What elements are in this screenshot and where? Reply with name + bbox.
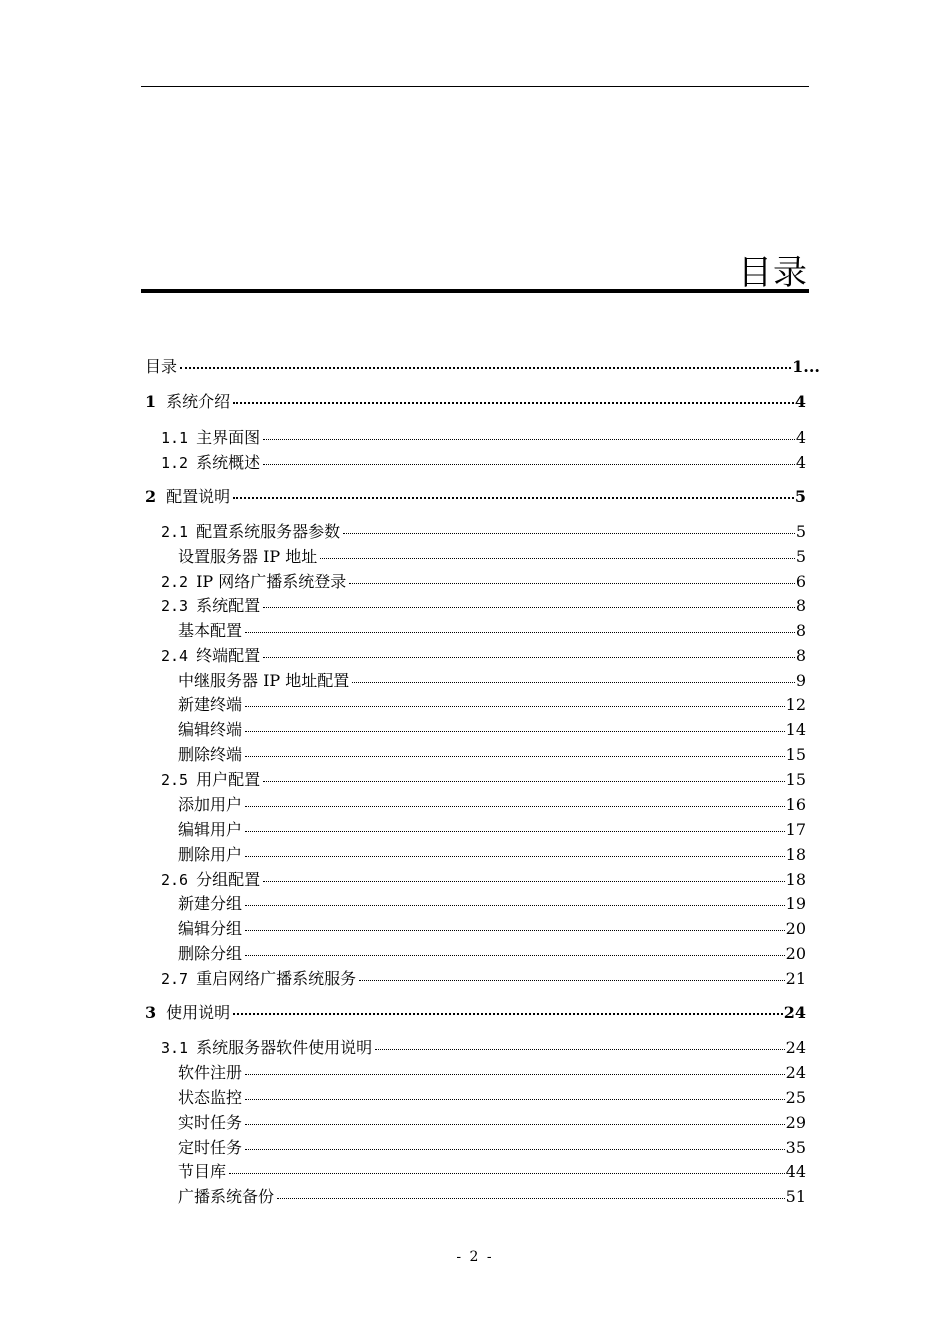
- toc-entry[interactable]: [178, 668, 806, 690]
- toc-entry-page: 8: [795, 621, 806, 640]
- toc-dot-leader: [245, 954, 785, 956]
- toc-entry-page: 24: [785, 1063, 806, 1082]
- toc-entry-label: [178, 717, 244, 740]
- toc-entry[interactable]: [178, 792, 806, 814]
- toc-entry-text: 删除分组: [178, 944, 243, 963]
- toc-dot-leader: [245, 1123, 785, 1125]
- toc-entry[interactable]: [178, 842, 806, 864]
- toc-entry-number: 2.3: [161, 597, 189, 615]
- toc-entry-label: [161, 425, 262, 448]
- toc-entry-text: 添加用户: [178, 795, 243, 814]
- toc-entry[interactable]: [161, 425, 806, 447]
- toc-entry-text: IP 网络广播系统登录: [196, 572, 347, 591]
- page-title: 目录: [738, 252, 808, 293]
- toc-entry-page: 8: [795, 646, 806, 665]
- toc-entry-text: 配置说明: [166, 487, 231, 506]
- toc-dot-leader: [233, 1012, 783, 1015]
- toc-entry-number: 2.1: [161, 523, 189, 541]
- toc-dot-leader: [263, 656, 795, 658]
- toc-entry-label: [178, 1110, 244, 1133]
- toc-entry-number: 1.2: [161, 454, 189, 472]
- toc-entry-label: [178, 692, 244, 715]
- toc-entry-text: 终端配置: [196, 646, 261, 665]
- toc-dot-leader: [233, 496, 794, 499]
- toc-dot-leader: [180, 366, 791, 369]
- toc-entry-label: [161, 569, 348, 592]
- toc-entry-label: [178, 941, 244, 964]
- toc-entry-label: [145, 484, 232, 507]
- toc-dot-leader: [233, 401, 794, 404]
- toc-dot-leader: [263, 880, 785, 882]
- toc-entry-page: 6: [795, 572, 806, 591]
- toc-entry[interactable]: [161, 1035, 806, 1057]
- toc-dot-leader: [245, 631, 795, 633]
- toc-entry-text: 分组配置: [196, 870, 261, 889]
- toc-entry-text: 状态监控: [178, 1088, 243, 1107]
- toc-dot-leader: [352, 681, 795, 683]
- toc-entry[interactable]: [161, 519, 806, 541]
- toc-entry-text: 设置服务器 IP 地址: [178, 547, 318, 566]
- toc-entry[interactable]: [178, 1184, 806, 1206]
- toc-entry-page: 9: [795, 671, 806, 690]
- toc-entry-label: [178, 916, 244, 939]
- toc-entry-label: [145, 1000, 232, 1023]
- toc-entry-text: 软件注册: [178, 1063, 243, 1082]
- toc-entry-text: 基本配置: [178, 621, 243, 640]
- toc-entry-text: 编辑分组: [178, 919, 243, 938]
- toc-entry[interactable]: [178, 891, 806, 913]
- toc-entry-page: 1...: [792, 357, 820, 376]
- toc-entry-label: [178, 1159, 228, 1182]
- toc-dot-leader: [245, 705, 785, 707]
- toc-entry-page: 18: [785, 870, 806, 889]
- toc-entry-page: 17: [785, 820, 806, 839]
- toc-entry[interactable]: [178, 618, 806, 640]
- toc-entry-page: 18: [785, 845, 806, 864]
- toc-entry-label: [161, 966, 358, 989]
- toc-entry-text: 节目库: [178, 1162, 227, 1181]
- toc-entry[interactable]: [161, 569, 806, 591]
- toc-entry-page: 4: [794, 392, 806, 411]
- toc-entry-text: 定时任务: [178, 1138, 243, 1157]
- toc-entry-label: [145, 354, 179, 377]
- toc-dot-leader: [245, 929, 785, 931]
- toc-entry-label: [178, 1135, 244, 1158]
- toc-entry-page: 5: [795, 547, 806, 566]
- toc-entry[interactable]: [161, 966, 806, 988]
- toc-entry-text: 目录: [145, 357, 178, 376]
- toc-entry-number: 3.1: [161, 1039, 189, 1057]
- toc-dot-leader: [320, 557, 795, 559]
- toc-entry-number: 2.4: [161, 647, 189, 665]
- toc-entry[interactable]: [178, 817, 806, 839]
- title-rule: [141, 289, 809, 293]
- toc-entry-label: [178, 792, 244, 815]
- toc-entry[interactable]: [161, 867, 806, 889]
- toc-dot-leader: [263, 606, 795, 608]
- toc-entry[interactable]: [178, 717, 806, 739]
- toc-dot-leader: [277, 1197, 785, 1199]
- toc-entry-text: 重启网络广播系统服务: [196, 969, 357, 988]
- toc-entry[interactable]: [161, 450, 806, 472]
- toc-dot-leader: [245, 904, 785, 906]
- toc-entry-label: [161, 1035, 374, 1058]
- toc-entry-page: 16: [785, 795, 806, 814]
- toc-entry[interactable]: [161, 643, 806, 665]
- toc-entry-page: 44: [785, 1162, 806, 1181]
- toc-dot-leader: [245, 1098, 785, 1100]
- toc-entry-text: 系统配置: [196, 596, 261, 615]
- toc-entry-page: 4: [795, 428, 806, 447]
- toc-entry-text: 新建分组: [178, 894, 243, 913]
- toc-entry-text: 编辑终端: [178, 720, 243, 739]
- toc-entry[interactable]: [178, 692, 806, 714]
- toc-entry-text: 编辑用户: [178, 820, 243, 839]
- toc-entry[interactable]: [178, 916, 806, 938]
- toc-entry-label: [178, 742, 244, 765]
- toc-entry-page: 15: [785, 770, 806, 789]
- toc-entry-number: 2.7: [161, 970, 189, 988]
- toc-dot-leader: [343, 532, 795, 534]
- toc-entry-number: 2.2: [161, 573, 189, 591]
- toc-entry[interactable]: [178, 742, 806, 764]
- toc-dot-leader: [263, 438, 795, 440]
- toc-entry-text: 中继服务器 IP 地址配置: [178, 671, 350, 690]
- toc-entry[interactable]: [161, 767, 806, 789]
- toc-entry-number: 2.6: [161, 871, 189, 889]
- toc-entry-label: [178, 1060, 244, 1083]
- toc-entry-number: 2: [145, 487, 157, 506]
- toc-entry-page: 5: [794, 487, 806, 506]
- toc-entry[interactable]: [178, 1110, 806, 1132]
- toc-entry[interactable]: [178, 1060, 806, 1082]
- toc-entry-label: [145, 389, 232, 412]
- toc-entry-number: 1: [145, 392, 157, 411]
- toc-entry-page: 20: [785, 919, 806, 938]
- toc-entry-text: 删除用户: [178, 845, 243, 864]
- toc-entry-page: 12: [785, 695, 806, 714]
- toc-entry-page: 21: [785, 969, 806, 988]
- toc-entry[interactable]: [178, 1085, 806, 1107]
- toc-entry-label: [178, 842, 244, 865]
- toc-entry-label: [178, 618, 244, 641]
- toc-dot-leader: [375, 1048, 785, 1050]
- toc-entry-page: 20: [785, 944, 806, 963]
- toc-entry-label: [178, 668, 351, 691]
- toc-entry-text: 删除终端: [178, 745, 243, 764]
- toc-entry[interactable]: [161, 593, 806, 615]
- toc-entry[interactable]: [145, 1000, 806, 1022]
- toc-dot-leader: [245, 805, 785, 807]
- toc-entry-page: 51: [785, 1187, 806, 1206]
- toc-entry-text: 用户配置: [196, 770, 261, 789]
- toc-entry-number: 3: [145, 1003, 157, 1022]
- toc-entry-text: 新建终端: [178, 695, 243, 714]
- toc-entry-label: [161, 519, 342, 542]
- toc-dot-leader: [245, 755, 785, 757]
- toc-entry-page: 35: [785, 1138, 806, 1157]
- toc-entry-text: 系统概述: [196, 453, 261, 472]
- toc-entry[interactable]: [145, 389, 806, 411]
- toc-entry-text: 使用说明: [166, 1003, 231, 1022]
- toc-entry-text: 广播系统备份: [178, 1187, 275, 1206]
- toc-entry-page: 25: [785, 1088, 806, 1107]
- toc-entry-page: 4: [795, 453, 806, 472]
- toc-entry-number: 2.5: [161, 771, 189, 789]
- toc-dot-leader: [349, 582, 795, 584]
- toc-entry-label: [161, 450, 262, 473]
- toc-entry-page: 19: [785, 894, 806, 913]
- toc-entry-page: 14: [785, 720, 806, 739]
- toc-dot-leader: [245, 855, 785, 857]
- toc-entry[interactable]: [145, 484, 806, 506]
- toc-dot-leader: [245, 830, 785, 832]
- toc-dot-leader: [245, 1148, 785, 1150]
- toc-entry-label: [178, 1085, 244, 1108]
- toc-entry-label: [178, 544, 319, 567]
- toc-entry-label: [178, 817, 244, 840]
- toc-entry-label: [178, 891, 244, 914]
- toc-dot-leader: [229, 1172, 785, 1174]
- toc-entry[interactable]: [178, 544, 806, 566]
- toc-dot-leader: [245, 1073, 785, 1075]
- toc-entry[interactable]: [178, 1159, 806, 1181]
- toc-entry-label: [161, 643, 262, 666]
- toc-entry-label: [161, 867, 262, 890]
- toc-entry[interactable]: [145, 354, 820, 376]
- toc-entry-label: [161, 767, 262, 790]
- toc-dot-leader: [359, 979, 785, 981]
- page-number: - 2 -: [456, 1249, 494, 1265]
- toc-entry-page: 15: [785, 745, 806, 764]
- toc-dot-leader: [263, 780, 785, 782]
- toc-entry-page: 24: [785, 1038, 806, 1057]
- header-rule: [141, 86, 809, 87]
- toc-dot-leader: [263, 463, 795, 465]
- toc-entry-page: 24: [783, 1003, 806, 1022]
- toc-entry-text: 主界面图: [196, 428, 261, 447]
- toc-entry-page: 5: [795, 522, 806, 541]
- toc-entry-number: 1.1: [161, 429, 189, 447]
- toc-entry-page: 29: [785, 1113, 806, 1132]
- toc-entry-label: [161, 593, 262, 616]
- toc-entry[interactable]: [178, 1135, 806, 1157]
- toc-entry-text: 实时任务: [178, 1113, 243, 1132]
- toc-dot-leader: [245, 730, 785, 732]
- toc-entry-text: 配置系统服务器参数: [196, 522, 341, 541]
- toc-entry-page: 8: [795, 596, 806, 615]
- toc-entry[interactable]: [178, 941, 806, 963]
- toc-entry-label: [178, 1184, 276, 1207]
- toc-entry-text: 系统服务器软件使用说明: [196, 1038, 373, 1057]
- toc-entry-text: 系统介绍: [166, 392, 231, 411]
